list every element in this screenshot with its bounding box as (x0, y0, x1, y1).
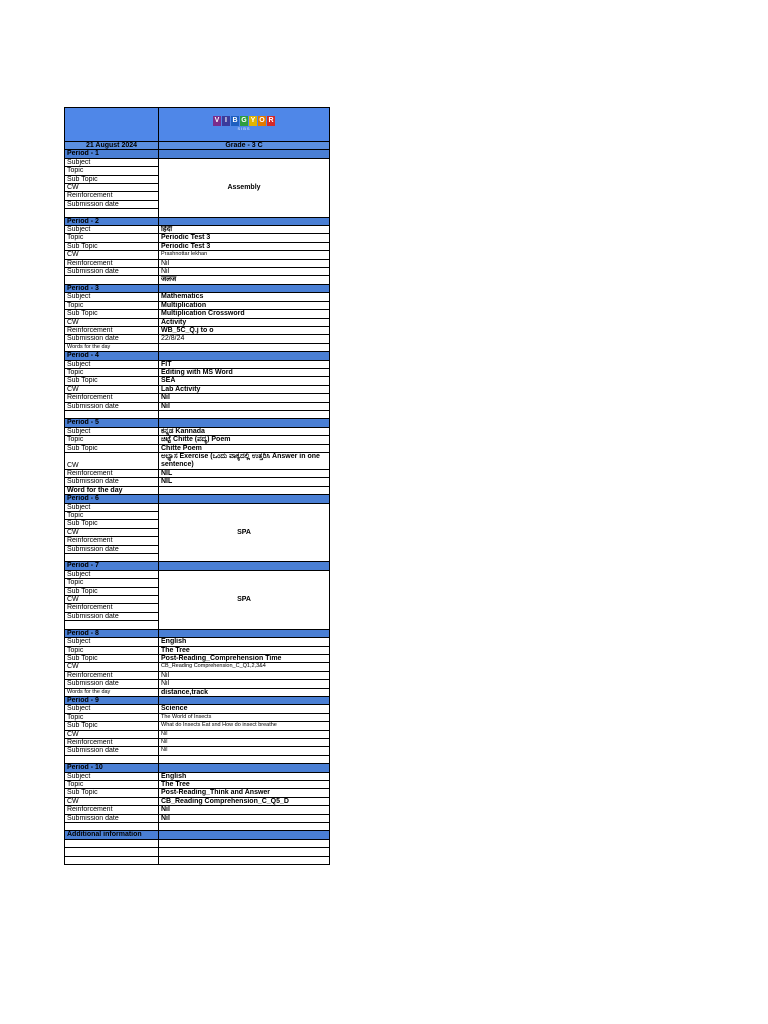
table-row (65, 242, 330, 250)
row-label: CW (65, 453, 159, 470)
row-label: Reinforcement (65, 806, 159, 814)
grade-cell: Grade - 3 C (159, 142, 330, 150)
table-row (65, 326, 330, 334)
row-value: Nil (159, 738, 330, 746)
row-value: SEA (159, 377, 330, 385)
table-row (65, 377, 330, 385)
row-value: Periodic Test 3 (159, 242, 330, 250)
period-header (65, 629, 330, 637)
table-row (65, 251, 330, 259)
row-value: 22/8/24 (159, 335, 330, 343)
row-value: Post-Reading_Think and Answer (159, 789, 330, 797)
row-label: Subject (65, 638, 159, 646)
period-title: Period - 9 (65, 696, 159, 704)
row-value: CB_Reading Comprehension_C_Q1,2,3&4 (159, 663, 330, 671)
table-row (65, 671, 330, 679)
table-row (65, 226, 330, 234)
table-row (65, 259, 330, 267)
row-label: Submission date (65, 680, 159, 688)
row-label: Subject (65, 293, 159, 301)
table-row (65, 427, 330, 435)
row-value: ಅಭ್ಯಾಸ Exercise (ಒಂದು ವಾಕ್ಯದಲ್ಲಿ ಉತ್ತರಿಸಿ Answer in one sentence) (159, 453, 330, 470)
row-value: Post-Reading_Comprehension Time (159, 654, 330, 662)
row-label: Reinforcement (65, 604, 159, 612)
row-label: Submission date (65, 402, 159, 410)
row-value: हिंदी (159, 226, 330, 234)
period-title: Period - 8 (65, 629, 159, 637)
table-row (65, 503, 330, 511)
table-row (65, 301, 330, 309)
additional-info-header (65, 831, 330, 839)
period-title: Period - 1 (65, 150, 159, 158)
row-value: CB_Reading Comprehension_C_Q5_D (159, 797, 330, 805)
period-header (65, 562, 330, 570)
logo-letter: V (214, 117, 220, 125)
row-label: Topic (65, 512, 159, 520)
period-header (65, 696, 330, 704)
table-row (65, 705, 330, 713)
row-value: ಕನ್ನಡ Kannada (159, 427, 330, 435)
table-row (65, 856, 330, 864)
table-row (65, 368, 330, 376)
row-value: The Tree (159, 646, 330, 654)
period-header (65, 217, 330, 225)
table-row (65, 234, 330, 242)
row-label: Topic (65, 436, 159, 444)
table-row (65, 680, 330, 688)
row-label: Submission date (65, 335, 159, 343)
table-row (65, 478, 330, 486)
table-row (65, 747, 330, 755)
table-row (65, 158, 330, 166)
row-value: Nil (159, 730, 330, 738)
row-label: Sub Topic (65, 520, 159, 528)
table-row (65, 385, 330, 393)
row-value: What do Insects Eat snd How do insect breathe (159, 722, 330, 730)
table-row (65, 713, 330, 721)
period-header (65, 495, 330, 503)
header-blank-cell (65, 108, 159, 142)
table-row (65, 360, 330, 368)
table-row (65, 663, 330, 671)
row-label: Submission date (65, 612, 159, 620)
row-label: Subject (65, 705, 159, 713)
table-row (65, 318, 330, 326)
period-title: Period - 4 (65, 352, 159, 360)
row-label: Subject (65, 772, 159, 780)
row-label: CW (65, 730, 159, 738)
row-label: Submission date (65, 200, 159, 208)
table-row (65, 436, 330, 444)
row-value: Nil (159, 814, 330, 822)
table-row (65, 343, 330, 351)
row-label: Topic (65, 646, 159, 654)
row-label: Topic (65, 368, 159, 376)
row-value: Mathematics (159, 293, 330, 301)
table-row (65, 394, 330, 402)
row-value: Science (159, 705, 330, 713)
row-value: Nil (159, 402, 330, 410)
period-title: Period - 5 (65, 419, 159, 427)
period-title: Period - 10 (65, 764, 159, 772)
table-row (65, 772, 330, 780)
row-label: CW (65, 528, 159, 536)
row-label: Reinforcement (65, 738, 159, 746)
period-header (65, 764, 330, 772)
row-label: Subject (65, 427, 159, 435)
table-row (65, 730, 330, 738)
row-label: Submission date (65, 747, 159, 755)
row-label: Submission date (65, 545, 159, 553)
row-label: CW (65, 663, 159, 671)
row-label: Word for the day (65, 486, 159, 494)
row-label: CW (65, 596, 159, 604)
logo-letter: O (259, 117, 265, 125)
header-row (65, 108, 330, 142)
table-row (65, 738, 330, 746)
logo-letter: G (241, 117, 247, 125)
row-label: Reinforcement (65, 671, 159, 679)
table-row (65, 814, 330, 822)
logo-letter: Y (250, 117, 256, 125)
row-value: Nil (159, 747, 330, 755)
period-header (65, 284, 330, 292)
table-row (65, 688, 330, 696)
row-value: NIL (159, 470, 330, 478)
spa-cell: SPA (159, 570, 330, 629)
period-title: Period - 7 (65, 562, 159, 570)
row-value: Prashnottar lekhan (159, 251, 330, 259)
period-title: Period - 2 (65, 217, 159, 225)
row-label: Topic (65, 713, 159, 721)
row-label: Subject (65, 570, 159, 578)
row-label: CW (65, 797, 159, 805)
row-value: Nil (159, 671, 330, 679)
table-row (65, 848, 330, 856)
assembly-cell: Assembly (159, 158, 330, 217)
logo-cell (159, 108, 330, 142)
timetable-sheet (64, 107, 330, 865)
row-label: Sub Topic (65, 175, 159, 183)
table-row (65, 310, 330, 318)
row-value: Multiplication Crossword (159, 310, 330, 318)
row-value: The World of Insects (159, 713, 330, 721)
spa-cell: SPA (159, 503, 330, 562)
row-value: NIL (159, 478, 330, 486)
logo-letter: B (232, 117, 238, 125)
row-label: Reinforcement (65, 259, 159, 267)
row-label: Submission date (65, 268, 159, 276)
row-value: Chitte Poem (159, 444, 330, 452)
row-value: Lab Activity (159, 385, 330, 393)
table-row (65, 806, 330, 814)
table-row (65, 444, 330, 452)
table-row (65, 268, 330, 276)
date-cell: 21 August 2024 (65, 142, 159, 150)
row-value: Periodic Test 3 (159, 234, 330, 242)
row-label: CW (65, 318, 159, 326)
row-label: Topic (65, 780, 159, 788)
row-label: Sub Topic (65, 587, 159, 595)
row-label: Subject (65, 158, 159, 166)
row-label: Topic (65, 234, 159, 242)
table-row (65, 293, 330, 301)
row-value: The Tree (159, 780, 330, 788)
row-label: Reinforcement (65, 470, 159, 478)
row-value: Nil (159, 394, 330, 402)
row-value: Nil (159, 806, 330, 814)
row-value: Activity (159, 318, 330, 326)
row-value: Editing with MS Word (159, 368, 330, 376)
row-value: English (159, 638, 330, 646)
table-row (65, 755, 330, 763)
row-label: Submission date (65, 478, 159, 486)
table-row (65, 410, 330, 418)
row-value: WB_5C_Q.j to o (159, 326, 330, 334)
row-label: CW (65, 251, 159, 259)
table-row (65, 335, 330, 343)
table-row (65, 276, 330, 284)
row-value: English (159, 772, 330, 780)
row-label: Subject (65, 360, 159, 368)
row-label: Sub Topic (65, 789, 159, 797)
row-label: Sub Topic (65, 310, 159, 318)
row-label: Sub Topic (65, 654, 159, 662)
row-label: Reinforcement (65, 394, 159, 402)
row-label: Sub Topic (65, 377, 159, 385)
row-label: CW (65, 184, 159, 192)
title-row (65, 142, 330, 150)
row-label: Sub Topic (65, 722, 159, 730)
period-header (65, 150, 330, 158)
period-header (65, 419, 330, 427)
table-row (65, 453, 330, 470)
table-row (65, 402, 330, 410)
row-value: ಚಿಟ್ಟೆ Chitte (ಪದ್ಯ) Poem (159, 436, 330, 444)
row-label: Reinforcement (65, 192, 159, 200)
row-label: Sub Topic (65, 444, 159, 452)
logo-letter: R (268, 117, 274, 125)
row-value: जलज (159, 276, 330, 284)
additional-info-title: Additional information (65, 831, 159, 839)
row-label: Reinforcement (65, 537, 159, 545)
table-row (65, 486, 330, 494)
table-row (65, 638, 330, 646)
table-row (65, 823, 330, 831)
row-value: distance,track (159, 688, 330, 696)
row-label: Submission date (65, 814, 159, 822)
row-label: Reinforcement (65, 326, 159, 334)
vibgyor-logo (213, 116, 275, 132)
row-label: Words for the day (65, 343, 159, 351)
table-row (65, 654, 330, 662)
logo-letters (213, 116, 275, 126)
logo-subtext: SIBS (237, 126, 251, 132)
table-row (65, 570, 330, 578)
row-value: Nil (159, 268, 330, 276)
table-row (65, 470, 330, 478)
row-value: Nil (159, 259, 330, 267)
table-row (65, 722, 330, 730)
row-value: Multiplication (159, 301, 330, 309)
table-row (65, 646, 330, 654)
row-label: Topic (65, 301, 159, 309)
row-label: Sub Topic (65, 242, 159, 250)
row-label: Subject (65, 503, 159, 511)
row-value: FIT (159, 360, 330, 368)
period-title: Period - 6 (65, 495, 159, 503)
row-label: Topic (65, 167, 159, 175)
row-label: CW (65, 385, 159, 393)
table-row (65, 797, 330, 805)
period-header (65, 352, 330, 360)
period-title: Period - 3 (65, 284, 159, 292)
table-row (65, 839, 330, 847)
table-row (65, 780, 330, 788)
row-label: Subject (65, 226, 159, 234)
row-label: Topic (65, 579, 159, 587)
row-label: Words for the day (65, 688, 159, 696)
table-row (65, 789, 330, 797)
logo-letter: I (222, 116, 230, 126)
row-value: Nil (159, 680, 330, 688)
